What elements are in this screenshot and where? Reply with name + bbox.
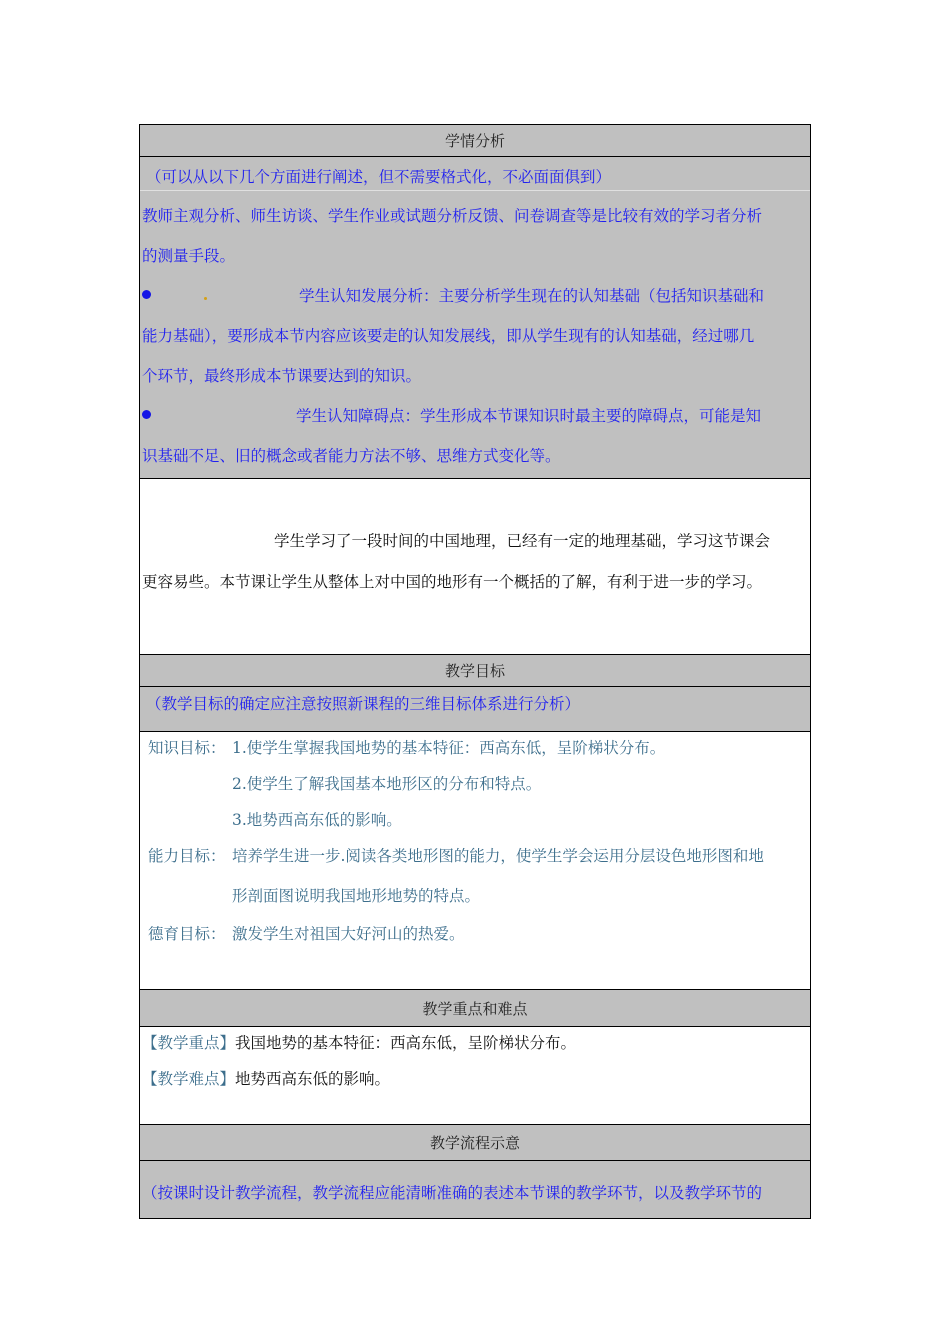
bullet2-line-2: 识基础不足、旧的概念或者能力方法不够、思维方式变化等。 (142, 447, 561, 465)
section-title: 学情分析 (444, 132, 505, 150)
bullet1-line-2: 能力基础），要形成本节内容应该要走的认知发展线，即从学生现有的认知基础，经过哪几 (142, 327, 755, 345)
key-points-content (139, 1026, 811, 1124)
ability-line-2: 形剖面图说明我国地形地势的特点。 (232, 887, 481, 905)
section-header-flow (139, 1124, 811, 1160)
knowledge-label: 知识目标： (148, 739, 226, 757)
intro-line-2: 的测量手段。 (142, 247, 236, 265)
ability-line-1: 培养学生进一步.阅读各类地形图的能力，使学生学会运用分层设色地形图和地 (232, 847, 764, 865)
key-text: 我国地势的基本特征：西高东低，呈阶梯状分布。 (235, 1034, 577, 1052)
difficulty-text: 地势西高东低的影响。 (235, 1070, 391, 1088)
bullet-icon (142, 410, 151, 419)
learning-analysis-content (139, 478, 811, 654)
learning-analysis-guidance (139, 156, 811, 478)
guidance-note: （教学目标的确定应注意按照新课程的三维目标体系进行分析） (146, 695, 581, 713)
bullet1-line-3: 个环节，最终形成本节课要达到的知识。 (142, 367, 422, 385)
key-label: 【教学重点】 (142, 1034, 236, 1052)
bullet2-line-1: 学生认知障碍点：学生形成本节课知识时最主要的障碍点，可能是知 (296, 407, 762, 425)
divider (140, 190, 810, 191)
objectives-content (139, 731, 811, 989)
section-title: 教学流程示意 (429, 1134, 520, 1152)
dot-mark (204, 297, 207, 300)
guidance-note: （按课时设计教学流程，教学流程应能清晰准确的表述本节课的教学环节，以及教学环节的 (142, 1184, 763, 1202)
moral-text: 激发学生对祖国大好河山的热爱。 (232, 925, 465, 943)
knowledge-item-2: 2.使学生了解我国基本地形区的分布和特点。 (232, 775, 542, 793)
section-header-objectives (139, 654, 811, 686)
difficulty-label: 【教学难点】 (142, 1070, 236, 1088)
ability-label: 能力目标： (148, 847, 226, 865)
guidance-note: （可以从以下几个方面进行阐述，但不需要格式化，不必面面俱到） (146, 168, 612, 186)
content-line-1: 学生学习了一段时间的中国地理，已经有一定的地理基础，学习这节课会 (274, 532, 771, 550)
knowledge-item-1: 1.使学生掌握我国地势的基本特征：西高东低，呈阶梯状分布。 (232, 739, 666, 757)
bullet-icon (142, 290, 151, 299)
objectives-guidance (139, 686, 811, 731)
intro-line-1: 教师主观分析、师生访谈、学生作业或试题分析反馈、问卷调查等是比较有效的学习者分析 (142, 207, 763, 225)
content-line-2: 更容易些。本节课让学生从整体上对中国的地形有一个概括的了解，有利于进一步的学习。 (142, 573, 763, 591)
key-point-line (142, 1031, 576, 1053)
section-title: 教学重点和难点 (422, 999, 528, 1018)
lesson-plan-table (139, 124, 811, 1219)
section-header-learning-analysis (139, 124, 811, 156)
flow-guidance (139, 1160, 811, 1219)
moral-label: 德育目标： (148, 925, 226, 943)
section-header-key-points (139, 989, 811, 1026)
section-title: 教学目标 (444, 662, 505, 680)
bullet1-line-1: 学生认知发展分析：主要分析学生现在的认知基础（包括知识基础和 (299, 287, 765, 305)
knowledge-item-3: 3.地势西高东低的影响。 (232, 811, 402, 829)
difficulty-line (142, 1067, 390, 1089)
